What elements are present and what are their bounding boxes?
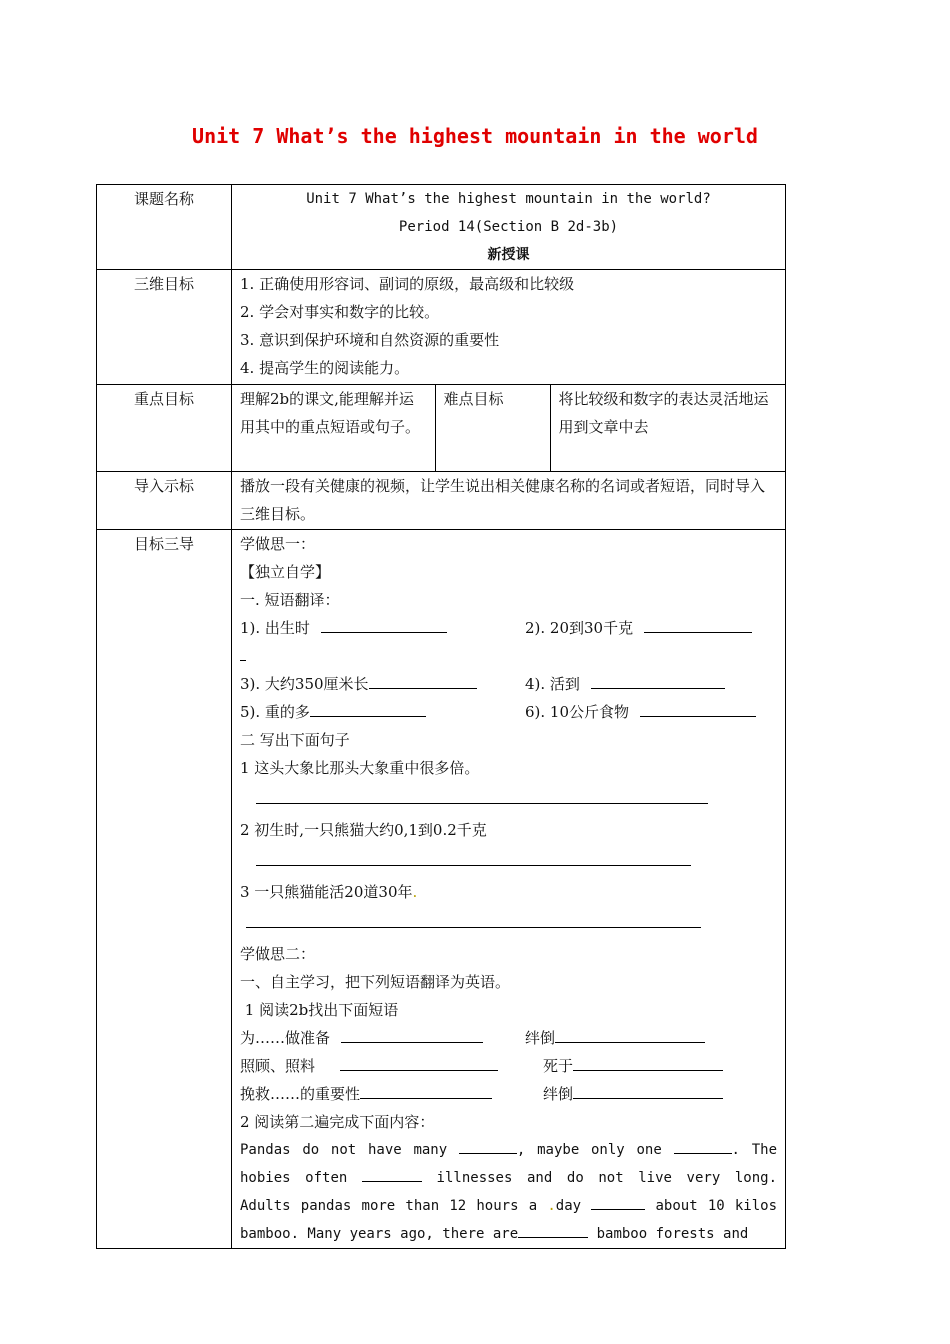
phrase-row [240, 1024, 777, 1052]
section-two-title: 学做思二： [240, 945, 316, 963]
objective-item: 3. 意识到保护环境和自然资源的重要性 [240, 331, 500, 349]
section-one-title: 学做思一： [240, 535, 316, 553]
key-text: 理解2b的课文,能理解并运用其中的重点短语或句子。 [232, 385, 435, 471]
answer-blank[interactable] [310, 699, 426, 717]
cloze-text: about 10 kilos bamboo. Many years ago, there are [240, 1198, 778, 1242]
sentence-item: 3 一只熊猫能活20道30年 [240, 883, 413, 901]
answer-blank[interactable] [644, 615, 752, 633]
section-two-instruction: 一、自主学习，把下列短语翻译为英语。 [240, 973, 511, 991]
intro-label: 导入示标 [97, 472, 232, 530]
header-label: 课题名称 [97, 185, 232, 270]
answer-line[interactable] [256, 864, 691, 866]
phrase-item: 挽救……的重要性 [240, 1085, 361, 1103]
objectives-cell [232, 270, 786, 385]
cloze-text: bamboo forests and [596, 1226, 749, 1242]
cloze-text: Pandas do not have many [240, 1142, 448, 1158]
header-row [97, 185, 786, 270]
phrase-item: 3). 大约350厘米长 [240, 675, 369, 693]
phrase-item: 5). 重的多 [240, 703, 310, 721]
answer-blank[interactable] [555, 1025, 705, 1043]
sentence-heading: 二 写出下面句子 [240, 731, 350, 749]
guide-cell: 学做思一： 【独立自学】 一. 短语翻译： 1). 出生时 2). 20到30千克 3). 大约350厘米长 4). 活到 5). 重的多 6). 10公斤食物 二 写出下面句子 1 这头大象比那头大象重中很多倍。 2 初生时,一只熊猫大约0,1到0.2千克 3 一只熊猫能活20道30年. 学做思二： 一、自主学习，把下列短语翻译为英语。 1 阅读2b找出下面短语 为……做准备 绊倒 照顾、照料 死于 挽救……的重要性 绊倒 2 阅读第二遍完成下面内容： Pandas do not have many , maybe only one . The hobies often illnesses and do not live very long. Adults pandas more than 12 hours a .day about 10 kilos bamboo. Many years ago, there are bamboo forests and [232, 530, 786, 1249]
cloze-text: . The hobies often [240, 1142, 777, 1186]
objectives-label: 三维目标 [97, 270, 232, 385]
answer-blank[interactable] [360, 1081, 492, 1099]
answer-blank[interactable] [369, 671, 477, 689]
read-task-two: 2 阅读第二遍完成下面内容： [240, 1113, 435, 1131]
lesson-plan-table [96, 184, 786, 1249]
phrase-row [240, 1080, 777, 1108]
answer-blank[interactable] [362, 1164, 422, 1182]
phrase-row [240, 698, 777, 726]
page-title: Unit 7 What’s the highest mountain in the world [192, 124, 758, 148]
difficult-label: 难点目标 [435, 385, 550, 471]
sentence-item: 1 这头大象比那头大象重中很多倍。 [240, 759, 480, 777]
answer-blank[interactable] [674, 1136, 732, 1154]
phrase-row [240, 670, 777, 698]
phrase-item: 绊倒 [543, 1085, 574, 1103]
key-label: 重点目标 [97, 385, 232, 472]
phrase-item: 2). 20到30千克 [525, 619, 634, 637]
cloze-text: , maybe only one [516, 1142, 662, 1158]
cloze-paragraph: Pandas do not have many , maybe only one . The hobies often illnesses and do not live very long. Adults pandas more than 12 hours a .day about 10 kilos bamboo. Many years ago, there are bamboo forests and [240, 1136, 777, 1248]
answer-blank[interactable] [640, 699, 756, 717]
key-cell [232, 385, 786, 472]
header-period: Period 14(Section B 2d-3b) [398, 219, 619, 235]
answer-blank[interactable] [240, 643, 246, 661]
phrase-row [240, 1052, 777, 1080]
answer-blank[interactable] [321, 615, 447, 633]
answer-blank[interactable] [591, 1192, 645, 1210]
phrase-item: 1). 出生时 [240, 619, 310, 637]
self-study-heading: 【独立自学】 [240, 563, 331, 581]
phrase-translation-heading: 一. 短语翻译： [240, 591, 340, 609]
phrase-item: 4). 活到 [525, 675, 580, 693]
phrase-item: 6). 10公斤食物 [525, 703, 630, 721]
intro-text: 播放一段有关健康的视频，让学生说出相关健康名称的名词或者短语，同时导入三维目标。 [232, 472, 786, 530]
answer-blank[interactable] [591, 671, 725, 689]
phrase-item: 照顾、照料 [240, 1057, 316, 1075]
phrase-row [240, 614, 777, 642]
objective-item: 4. 提高学生的阅读能力。 [240, 359, 410, 377]
header-cell [232, 185, 786, 270]
objective-item: 2. 学会对事实和数字的比较。 [240, 303, 440, 321]
answer-line[interactable] [246, 926, 701, 928]
header-lesson-type: 新授课 [487, 247, 530, 263]
objective-item: 1. 正确使用形容词、副词的原级，最高级和比较级 [240, 275, 575, 293]
answer-blank[interactable] [340, 1053, 498, 1071]
answer-blank[interactable] [341, 1025, 483, 1043]
phrase-item: 为……做准备 [240, 1029, 331, 1047]
key-row [97, 385, 786, 472]
intro-row [97, 472, 786, 530]
answer-blank[interactable] [573, 1053, 723, 1071]
answer-blank[interactable] [573, 1081, 723, 1099]
cloze-text: day [555, 1198, 582, 1214]
guide-row [97, 530, 786, 1249]
answer-blank[interactable] [518, 1220, 588, 1238]
answer-blank[interactable] [459, 1136, 517, 1154]
objectives-row [97, 270, 786, 385]
difficult-text: 将比较级和数字的表达灵活地运用到文章中去 [558, 390, 769, 436]
phrase-item: 死于 [543, 1057, 574, 1075]
guide-label: 目标三导 [97, 530, 232, 1249]
cloze-text: illnesses and do not live very long. Adults pandas more than 12 hours a [240, 1170, 778, 1214]
read-task-one: 1 阅读2b找出下面短语 [240, 1001, 399, 1019]
header-unit-title: Unit 7 What’s the highest mountain in the world? [306, 191, 711, 207]
phrase-item: 绊倒 [525, 1029, 556, 1047]
sentence-item: 2 初生时,一只熊猫大约0,1到0.2千克 [240, 821, 487, 839]
answer-line[interactable] [256, 802, 708, 804]
